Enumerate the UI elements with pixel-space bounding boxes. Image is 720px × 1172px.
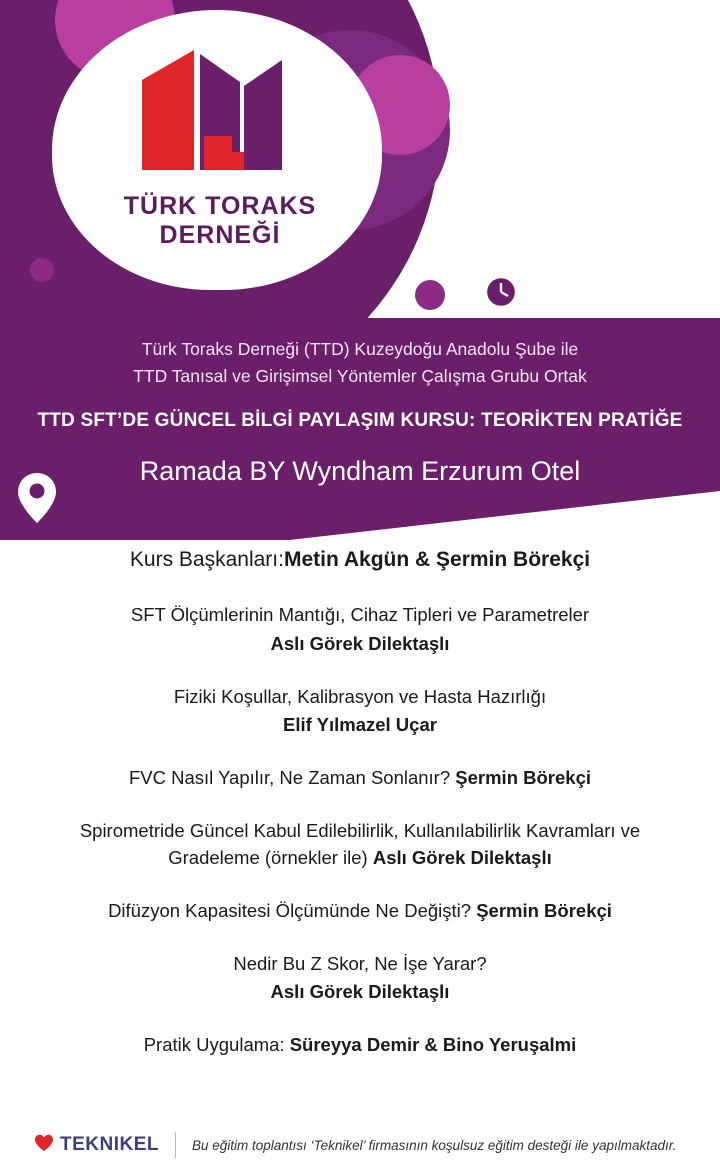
session-speaker: Şermin Börekçi [476,899,612,921]
event-venue: Ramada BY Wyndham Erzurum Otel [139,456,581,487]
decorative-dot-right [415,280,445,310]
decorative-dot-left [30,258,54,282]
session-speaker: Aslı Görek Dilektaşlı [270,632,450,654]
organization-name: TÜRK TORAKS DERNEĞİ [123,192,317,249]
session-speaker: Elif Yılmazel Uçar [283,714,437,736]
event-date: 6 Ocak 2024 [530,251,681,281]
organization-logo [60,40,380,249]
session-title: Pratik Uygulama: [143,1034,285,1056]
list-item [0,1032,720,1059]
session-speaker: Süreyya Demir & Bino Yeruşalmi [289,1034,577,1056]
list-item [0,602,720,658]
session-title: Nedir Bu Z Skor, Ne İşe Yarar? [233,952,487,974]
event-title: TTD SFT’DE GÜNCEL BİLGİ PAYLAŞIM KURSU: TEORİKTEN PRATİĞE [37,410,683,432]
list-item [0,684,720,740]
event-banner [0,318,720,540]
banner-subtitle-line-2: TTD Tanısal ve Girişimsel Yöntemler Çalışma Grubu Ortak [133,366,587,387]
event-date-block [468,250,718,317]
session-speaker: Aslı Görek Dilektaşlı [372,846,552,868]
list-item [0,765,720,792]
sponsor-logo [0,1134,159,1157]
sponsor-note: Bu eğitim toplantısı ‘Teknikel’ firmasının koşulsuz eğitim desteği ile yapılmaktadır. [192,1137,677,1153]
footer-divider [175,1132,176,1158]
session-speaker: Aslı Görek Dilektaşlı [270,981,450,1003]
program-list [0,548,720,1085]
location-pin-icon [14,470,60,531]
list-item [0,951,720,1007]
calendar-clock-icon [468,254,522,317]
poster-header [0,0,720,330]
session-title: SFT Ölçümlerinin Mantığı, Cihaz Tipleri ve Parametreler [130,604,590,625]
toraks-building-mark-icon [132,40,312,175]
list-item [0,818,720,872]
event-time: 10.00-14.00 [530,284,669,315]
poster-footer [0,1118,720,1172]
course-chairs-names: Metin Akgün & Şermin Börekçi [283,548,591,571]
course-chairs-label: Kurs Başkanları: [129,548,284,571]
list-item [0,898,720,925]
banner-subtitle-line-1: Türk Toraks Derneği (TTD) Kuzeydoğu Anadolu Şube ile [141,339,579,359]
course-chairs [0,548,720,572]
session-title: Fiziki Koşullar, Kalibrasyon ve Hasta Hazırlığı [173,685,547,707]
session-title: Spirometride Güncel Kabul Edilebilirlik, Kullanılabilirlik Kavramları ve Gradeleme (örnekler ile) [79,820,641,868]
session-speaker: Şermin Börekçi [455,767,592,789]
sponsor-name: TEKNIKEL [60,1134,159,1155]
session-title: Difüzyon Kapasitesi Ölçümünde Ne Değişti? [108,899,472,921]
session-title: FVC Nasıl Yapılır, Ne Zaman Sonlanır? [128,767,451,789]
teknikel-heart-icon [34,1134,54,1157]
